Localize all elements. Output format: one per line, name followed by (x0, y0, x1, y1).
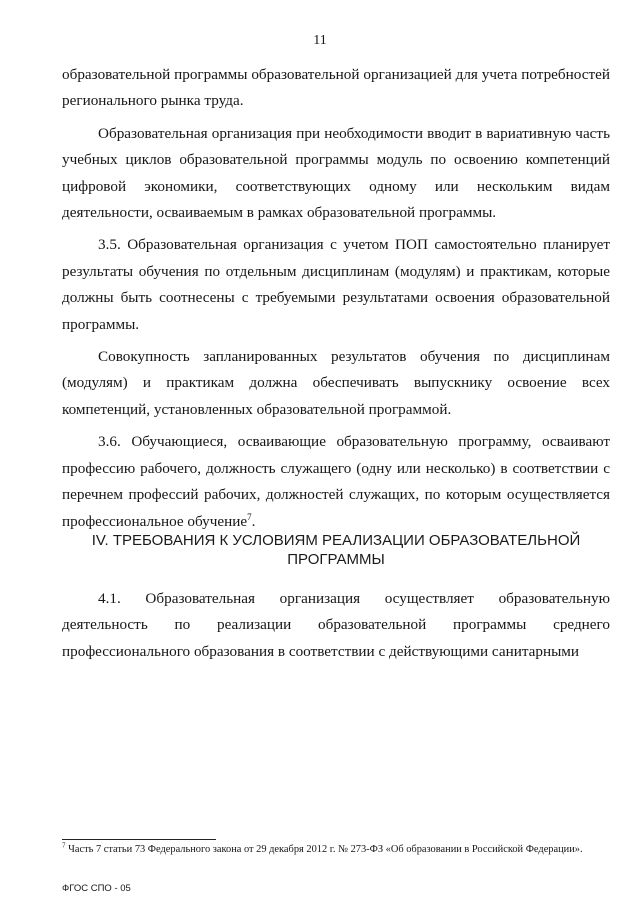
section-heading-line-2: ПРОГРАММЫ (287, 551, 385, 568)
paragraph-digital-economy: Образовательная организация при необходимости вводит в вариативную часть учебных циклов образовательной программы модуль по освоению компетенций цифровой экономики, соответствующих одному или нескольким видам деятельности, осваиваемым в рамках образовательной программы. (62, 124, 610, 222)
paragraph-learning-outcomes: Совокупность запланированных результатов обучения по дисциплинам (модулям) и практикам должна обеспечивать выпускнику освоение всех компетенций, установленных образовательной программой. (62, 348, 610, 418)
paragraph-continuation: образовательной программы образовательной организацией для учета потребностей регионального рынка труда. (62, 66, 610, 110)
paragraph-3-6-text: 3.6. Обучающиеся, осваивающие образовательную программу, осваивают профессию рабочего, должность служащего (одну или несколько) в соответствии с перечнем профессий рабочих, должностей служащих, по которым осуществляется профессиональное обучение (62, 433, 610, 530)
page-number: 11 (313, 33, 327, 48)
section-heading (62, 531, 610, 569)
footnote (62, 843, 622, 857)
footnote-number: 7 (62, 841, 66, 850)
section-4-text (62, 586, 610, 665)
paragraph-4-1: 4.1. Образовательная организация осуществляет образовательную деятельность по реализации образовательной программы среднего профессионального образования в соответствии с действующими санитарными (62, 590, 610, 660)
paragraph-3-5: 3.5. Образовательная организация с учетом ПОП самостоятельно планирует результаты обучения по отдельным дисциплинам (модулям) и практикам, которые должны быть соотнесены с требуемыми результатами освоения образовательной программы. (62, 236, 610, 333)
document-code: ФГОС СПО - 05 (62, 883, 131, 894)
footnote-text: Часть 7 статьи 73 Федерального закона от 29 декабря 2012 г. № 273-ФЗ «Об образовании в Российской Федерации». (68, 844, 583, 855)
section-heading-line-1: IV. ТРЕБОВАНИЯ К УСЛОВИЯМ РЕАЛИЗАЦИИ ОБРАЗОВАТЕЛЬНОЙ (91, 532, 581, 549)
footnote-divider (62, 839, 216, 840)
paragraph-3-6: 3.6. Обучающиеся, осваивающие образовательную программу, осваивают профессию рабочего, должность служащего (одну или несколько) в соответствии с перечнем профессий рабочих, должностей служащих, по которым осуществляется профессиональное обучение$^7$. (62, 433, 610, 530)
body-text (62, 62, 610, 535)
footnote-reference[interactable]: 7 (247, 511, 252, 522)
